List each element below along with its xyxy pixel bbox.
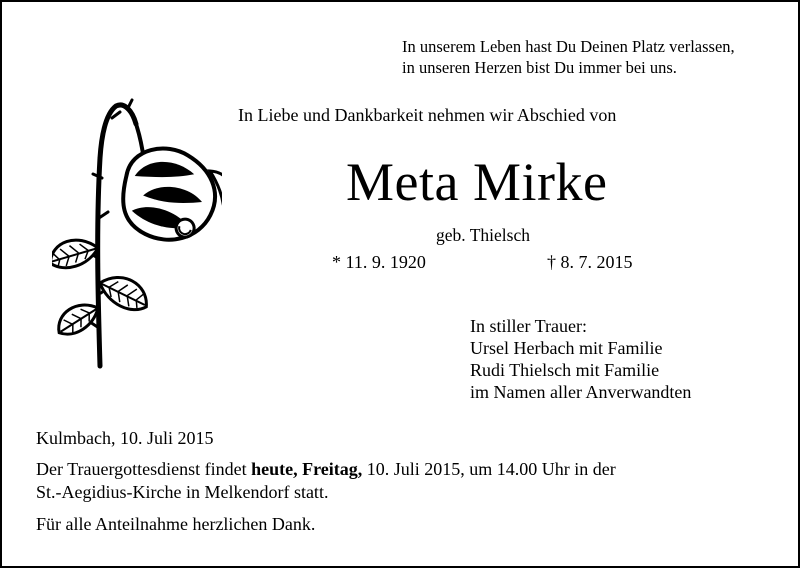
deceased-name: Meta Mirke (346, 152, 608, 212)
maiden-name: geb. Thielsch (436, 225, 530, 245)
service-text-end: 10. Juli 2015, um 14.00 Uhr in der (362, 459, 616, 479)
mourner-line: im Namen aller Anverwandten (470, 382, 692, 402)
service-line-2: St.-Aegidius-Kirche in Melkendorf statt. (36, 482, 329, 502)
service-info (36, 458, 616, 504)
motto (402, 36, 735, 78)
birth-date: * 11. 9. 1920 (332, 252, 426, 272)
service-text-start: Der Trauergottesdienst findet (36, 459, 252, 479)
intro-line: In Liebe und Dankbarkeit nehmen wir Abschied von (238, 105, 617, 125)
wilted-rose-icon (52, 98, 222, 373)
thanks-line: Für alle Anteilnahme herzlichen Dank. (36, 514, 316, 534)
place-date: Kulmbach, 10. Juli 2015 (36, 428, 214, 448)
service-line-1 (36, 458, 616, 481)
motto-line-2: in unseren Herzen bist Du immer bei uns. (402, 58, 677, 77)
mourners-heading: In stiller Trauer: (470, 316, 587, 336)
service-emphasis: heute, Freitag, (251, 459, 363, 479)
mourner-line: Ursel Herbach mit Familie (470, 338, 663, 358)
mourner-line: Rudi Thielsch mit Familie (470, 360, 660, 380)
mourners-block (470, 315, 691, 403)
death-date: † 8. 7. 2015 (547, 252, 633, 272)
motto-line-1: In unserem Leben hast Du Deinen Platz verlassen, (402, 37, 735, 56)
